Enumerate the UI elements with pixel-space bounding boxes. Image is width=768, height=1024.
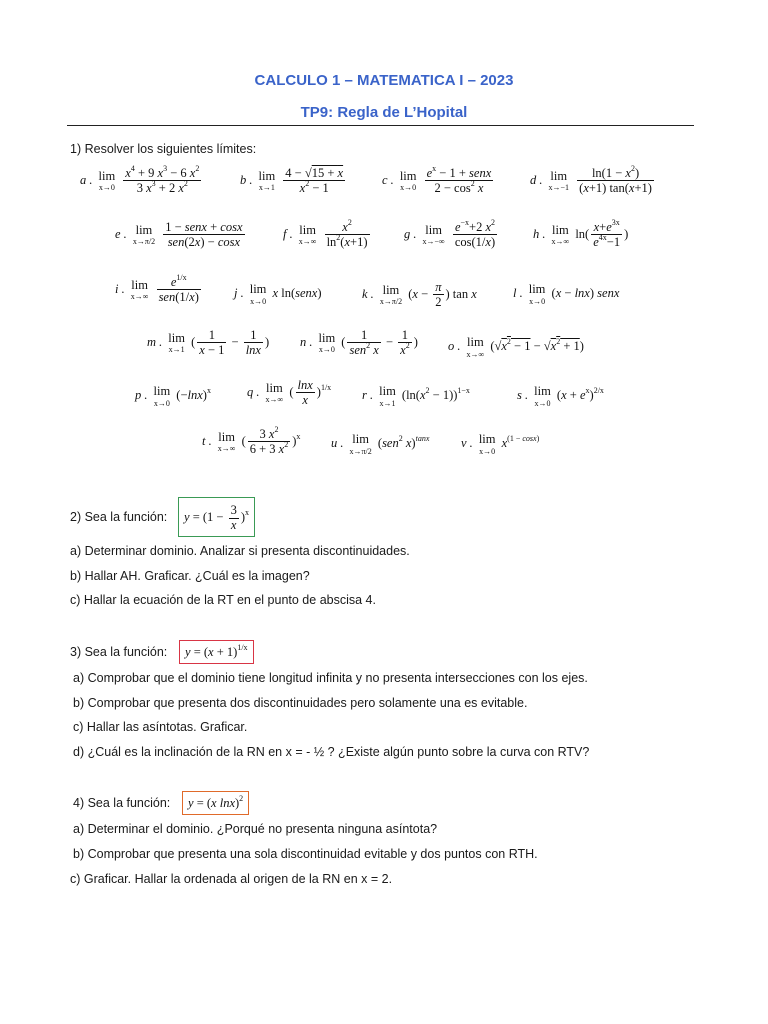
limit-s: s . lim x→0 $(x + e^x)^{2/x}$	[517, 384, 604, 408]
exercise-2-item-c: c) Hallar la ecuación de la RT en el punto de abscisa 4.	[70, 593, 376, 607]
exercise-3-function-box: $y = (x + 1)^{1/x}$	[179, 640, 254, 664]
limit-j: j . lim x→0 x ln(senx)	[234, 282, 322, 306]
exercise-4-item-b: b) Comprobar que presenta una sola discontinuidad evitable y dos puntos con RTH.	[73, 847, 538, 861]
exercise-3-prompt: 3) Sea la función:	[70, 645, 168, 659]
limit-g: g . lim x→−∞ $\frac{e^{-x}+2 x^2}{\cos(1/x)}$	[404, 218, 496, 250]
limit-q: q . lim x→∞ ( $\frac{\ln x}{x}$ )$^{1/x}$	[247, 378, 332, 408]
limit-o: o . lim x→∞ $(√x^2 - 1 - √x^2 + 1)$	[448, 335, 584, 359]
exercise-2-prompt: 2) Sea la función:	[70, 510, 168, 524]
limit-m: m . lim x→1 ( $\frac{1}{x - 1}$ − $\frac{1}{\ln x}$ )	[147, 328, 270, 358]
limit-i: i . lim x→∞ $\frac{e^{1/x}}{\text{sen(1/x)}}$	[115, 273, 199, 305]
exercise-2-item-b: b) Hallar AH. Graficar. ¿Cuál es la imagen?	[70, 569, 310, 583]
document-title: CALCULO 1 – MATEMATICA I – 2023	[254, 72, 514, 89]
limit-t: t . lim x→∞ ( $\frac{3 x^2}{6 + 3 x^2}$ )$^x$	[202, 425, 301, 457]
document-subtitle: TP9: Regla de L’Hopital	[300, 104, 468, 121]
limit-h: h . lim x→∞ ln( $\frac{x+e^{3x}}{e^{4x}-1}$ )	[533, 218, 629, 250]
exercise-4-function-box: y = (x lnx)$^2$	[182, 791, 249, 815]
limit-l: l . lim x→0 (x − lnx) senx	[513, 282, 620, 306]
exercise-3-item-b: b) Comprobar que presenta dos discontinuidades pero solamente una es evitable.	[73, 696, 528, 710]
exercise-1-prompt: 1) Resolver los siguientes límites:	[70, 142, 257, 156]
exercise-2-function-box: y = (1 − $\frac{3}{x}$ )$^x$	[178, 497, 255, 537]
limit-e: e . lim x→π/2 $\frac{\text{1 − senx + cosx}}{\text{sen(2x) − cosx}}$	[115, 220, 243, 250]
limit-u: u . lim x→π/2 (sen$^2$ x)$^{tanx}$	[331, 432, 430, 456]
exercise-3-item-a: a) Comprobar que el dominio tiene longitud infinita y no presenta intersecciones con los ejes.	[73, 671, 588, 685]
limit-b: b . lim x→1 $\frac{4 - √15 + x}{x^2 - 1}$	[240, 166, 344, 196]
limit-d: d . lim x→−1 $\frac{\ln(1 - x^2)}{(x+1) \tan(x+1)}$	[530, 164, 652, 196]
exercise-2-item-a: a) Determinar dominio. Analizar si presenta discontinuidades.	[70, 544, 410, 558]
exercise-4-prompt: 4) Sea la función:	[73, 796, 171, 810]
exercise-4-item-a: a) Determinar el dominio. ¿Porqué no presenta ninguna asíntota?	[73, 822, 438, 836]
limit-p: p . lim x→0 $(-\ln x)^x$	[135, 384, 211, 408]
limit-n: n . lim x→0 ( $\frac{1}{sen^2 x}$ − $\frac{1}{x^2}$ )	[300, 328, 418, 358]
limit-a: a . lim x→0 $\frac{x^4 + 9 x^3 - 6 x^2}{3 x^3 + 2 x^2}$	[80, 164, 200, 196]
exercise-3-item-c: c) Hallar las asíntotas. Graficar.	[73, 720, 248, 734]
limit-k: k . lim x→π/2 (x − $\frac{\pi}{2}$ ) tan x	[362, 280, 477, 310]
exercise-4-item-c: c) Graficar. Hallar la ordenada al origen de la RN en x = 2.	[70, 872, 393, 886]
header-divider	[67, 125, 694, 126]
limit-c: c . lim x→0 $\frac{e^x - 1 + senx}{2 - \cos^2 x}$	[382, 164, 492, 196]
limit-v: v . lim x→0 $x^{(1 - cosx)}$	[461, 432, 540, 456]
limit-r: r . lim x→1 $(\ln(x^2 - 1))^{1-x}$	[362, 384, 470, 408]
exercise-3-item-d: d) ¿Cuál es la inclinación de la RN en x = - ½ ? ¿Existe algún punto sobre la curva con RTV?	[73, 745, 590, 759]
limit-f: f . lim x→∞ $\frac{x^2}{\ln^2(x+1)}$	[283, 218, 368, 250]
